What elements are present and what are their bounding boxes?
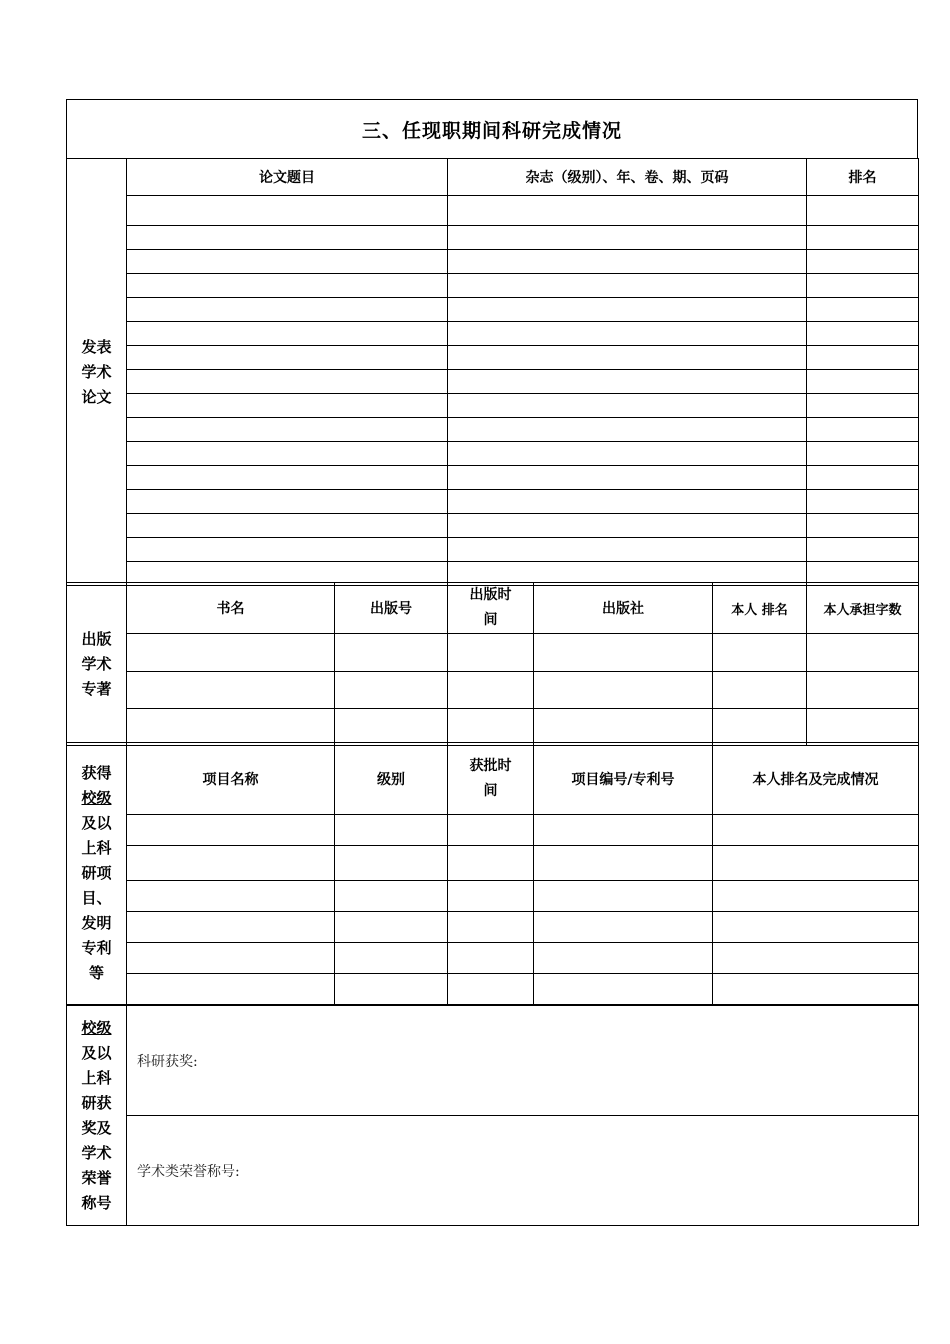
book-cell[interactable] bbox=[534, 672, 713, 709]
research-award-label: 科研获奖: bbox=[137, 1053, 198, 1070]
project-cell[interactable] bbox=[448, 974, 534, 1005]
projects-side-line-3: 上科 bbox=[81, 839, 112, 857]
book-cell[interactable] bbox=[335, 709, 448, 746]
project-cell[interactable] bbox=[534, 846, 713, 881]
paper-title-cell[interactable] bbox=[127, 514, 448, 538]
book-cell[interactable] bbox=[713, 672, 807, 709]
projects-side-line-8: 等 bbox=[88, 964, 104, 982]
paper-rank-cell[interactable] bbox=[807, 346, 919, 370]
paper-journal-cell[interactable] bbox=[448, 490, 807, 514]
project-cell[interactable] bbox=[448, 912, 534, 943]
header-paper-title: 论文题目 bbox=[127, 159, 448, 196]
paper-title-cell[interactable] bbox=[127, 322, 448, 346]
paper-title-cell[interactable] bbox=[127, 466, 448, 490]
paper-journal-cell[interactable] bbox=[448, 298, 807, 322]
book-cell[interactable] bbox=[807, 634, 919, 672]
header-publication-time: 出版时间 bbox=[448, 583, 534, 634]
project-cell[interactable] bbox=[713, 943, 919, 974]
book-cell[interactable] bbox=[534, 709, 713, 746]
header-project-name: 项目名称 bbox=[127, 743, 335, 815]
project-cell[interactable] bbox=[335, 974, 448, 1005]
project-cell[interactable] bbox=[534, 912, 713, 943]
paper-rank-cell[interactable] bbox=[807, 196, 919, 226]
project-cell[interactable] bbox=[534, 974, 713, 1005]
paper-rank-cell[interactable] bbox=[807, 538, 919, 562]
project-cell[interactable] bbox=[713, 974, 919, 1005]
paper-title-cell[interactable] bbox=[127, 442, 448, 466]
project-cell[interactable] bbox=[335, 943, 448, 974]
awards-side-line-7: 称号 bbox=[81, 1193, 112, 1212]
header-book-name: 书名 bbox=[127, 583, 335, 634]
awards-side-line-3: 研获 bbox=[81, 1093, 112, 1112]
project-cell[interactable] bbox=[448, 846, 534, 881]
paper-rank-cell[interactable] bbox=[807, 370, 919, 394]
projects-table bbox=[66, 742, 919, 1005]
books-side-line-2: 学术 bbox=[81, 654, 112, 673]
papers-side-line-1: 发表 bbox=[81, 337, 112, 356]
paper-rank-cell[interactable] bbox=[807, 466, 919, 490]
books-table bbox=[66, 582, 919, 746]
project-cell[interactable] bbox=[713, 881, 919, 912]
paper-journal-cell[interactable] bbox=[448, 250, 807, 274]
header-project-number: 项目编号/专利号 bbox=[534, 743, 713, 815]
paper-journal-cell[interactable] bbox=[448, 538, 807, 562]
projects-side-underlined: 校级 bbox=[81, 789, 112, 807]
papers-side-line-3: 论文 bbox=[81, 387, 112, 406]
paper-rank-cell[interactable] bbox=[807, 442, 919, 466]
paper-title-cell[interactable] bbox=[127, 394, 448, 418]
header-own-rank: 本人 排名 bbox=[713, 583, 807, 634]
papers-side-line-2: 学术 bbox=[81, 362, 112, 381]
paper-rank-cell[interactable] bbox=[807, 226, 919, 250]
project-cell[interactable] bbox=[713, 815, 919, 846]
book-cell[interactable] bbox=[335, 634, 448, 672]
paper-journal-cell[interactable] bbox=[448, 322, 807, 346]
paper-title-cell[interactable] bbox=[127, 490, 448, 514]
paper-journal-cell[interactable] bbox=[448, 394, 807, 418]
paper-journal-cell[interactable] bbox=[448, 514, 807, 538]
paper-journal-cell[interactable] bbox=[448, 226, 807, 250]
projects-side-line-1: 获得 bbox=[81, 764, 112, 782]
project-cell[interactable] bbox=[448, 815, 534, 846]
awards-side-line-5: 学术 bbox=[81, 1143, 112, 1162]
projects-side-label bbox=[67, 743, 127, 1005]
book-cell[interactable] bbox=[448, 672, 534, 709]
project-cell[interactable] bbox=[534, 943, 713, 974]
project-cell[interactable] bbox=[448, 943, 534, 974]
book-cell[interactable] bbox=[127, 634, 335, 672]
header-publication-number: 出版号 bbox=[335, 583, 448, 634]
book-cell[interactable] bbox=[807, 672, 919, 709]
paper-rank-cell[interactable] bbox=[807, 490, 919, 514]
paper-journal-cell[interactable] bbox=[448, 346, 807, 370]
book-cell[interactable] bbox=[713, 634, 807, 672]
paper-journal-cell[interactable] bbox=[448, 196, 807, 226]
honor-title-field[interactable] bbox=[127, 1116, 919, 1226]
awards-side-label bbox=[67, 1006, 127, 1226]
papers-side-label bbox=[67, 159, 127, 586]
project-cell[interactable] bbox=[127, 846, 335, 881]
project-cell[interactable] bbox=[534, 815, 713, 846]
header-rank-completion: 本人排名及完成情况 bbox=[713, 743, 919, 815]
paper-journal-cell[interactable] bbox=[448, 418, 807, 442]
paper-title-cell[interactable] bbox=[127, 298, 448, 322]
paper-journal-cell[interactable] bbox=[448, 370, 807, 394]
project-cell[interactable] bbox=[335, 912, 448, 943]
project-cell[interactable] bbox=[127, 815, 335, 846]
paper-rank-cell[interactable] bbox=[807, 250, 919, 274]
project-cell[interactable] bbox=[713, 846, 919, 881]
paper-rank-cell[interactable] bbox=[807, 322, 919, 346]
book-cell[interactable] bbox=[807, 709, 919, 746]
project-cell[interactable] bbox=[335, 815, 448, 846]
book-cell[interactable] bbox=[448, 709, 534, 746]
paper-rank-cell[interactable] bbox=[807, 274, 919, 298]
projects-side-line-6: 发明 bbox=[81, 914, 112, 932]
paper-title-cell[interactable] bbox=[127, 274, 448, 298]
header-approval-time: 获批时间 bbox=[448, 743, 534, 815]
header-journal: 杂志（级别）、年、卷、期、页码 bbox=[448, 159, 807, 196]
paper-title-cell[interactable] bbox=[127, 346, 448, 370]
projects-side-line-5: 目、 bbox=[81, 889, 112, 907]
book-cell[interactable] bbox=[127, 709, 335, 746]
project-cell[interactable] bbox=[713, 912, 919, 943]
project-cell[interactable] bbox=[127, 974, 335, 1005]
paper-title-cell[interactable] bbox=[127, 250, 448, 274]
paper-title-cell[interactable] bbox=[127, 196, 448, 226]
book-cell[interactable] bbox=[127, 672, 335, 709]
awards-side-line-1: 及以 bbox=[81, 1043, 112, 1062]
books-side-line-3: 专著 bbox=[81, 679, 112, 698]
header-publisher: 出版社 bbox=[534, 583, 713, 634]
paper-title-cell[interactable] bbox=[127, 370, 448, 394]
paper-title-cell[interactable] bbox=[127, 418, 448, 442]
project-cell[interactable] bbox=[335, 846, 448, 881]
awards-side-line-2: 上科 bbox=[81, 1068, 112, 1087]
book-cell[interactable] bbox=[713, 709, 807, 746]
header-word-count: 本人承担字数 bbox=[807, 583, 919, 634]
projects-side-line-7: 专利 bbox=[81, 939, 112, 957]
book-cell[interactable] bbox=[448, 634, 534, 672]
projects-side-line-2: 及以 bbox=[81, 814, 112, 832]
book-cell[interactable] bbox=[335, 672, 448, 709]
project-cell[interactable] bbox=[127, 881, 335, 912]
project-cell[interactable] bbox=[335, 881, 448, 912]
project-cell[interactable] bbox=[127, 912, 335, 943]
paper-rank-cell[interactable] bbox=[807, 394, 919, 418]
honor-title-label: 学术类荣誉称号: bbox=[137, 1163, 240, 1180]
research-award-field[interactable] bbox=[127, 1006, 919, 1116]
book-cell[interactable] bbox=[534, 634, 713, 672]
books-side-line-1: 出版 bbox=[81, 629, 112, 648]
header-rank: 排名 bbox=[807, 159, 919, 196]
paper-title-cell[interactable] bbox=[127, 226, 448, 250]
awards-side-line-6: 荣誉 bbox=[81, 1168, 112, 1187]
paper-journal-cell[interactable] bbox=[448, 442, 807, 466]
header-level: 级别 bbox=[335, 743, 448, 815]
paper-rank-cell[interactable] bbox=[807, 298, 919, 322]
paper-journal-cell[interactable] bbox=[448, 274, 807, 298]
paper-journal-cell[interactable] bbox=[448, 466, 807, 490]
section-title: 三、任现职期间科研完成情况 bbox=[66, 99, 918, 159]
awards-side-underlined: 校级 bbox=[81, 1018, 112, 1037]
awards-table bbox=[66, 1005, 919, 1226]
project-cell[interactable] bbox=[534, 881, 713, 912]
papers-table bbox=[66, 158, 919, 586]
project-cell[interactable] bbox=[127, 943, 335, 974]
paper-rank-cell[interactable] bbox=[807, 418, 919, 442]
paper-title-cell[interactable] bbox=[127, 538, 448, 562]
projects-side-line-4: 研项 bbox=[81, 864, 112, 882]
paper-rank-cell[interactable] bbox=[807, 514, 919, 538]
project-cell[interactable] bbox=[448, 881, 534, 912]
books-side-label bbox=[67, 583, 127, 746]
awards-side-line-4: 奖及 bbox=[81, 1118, 112, 1137]
